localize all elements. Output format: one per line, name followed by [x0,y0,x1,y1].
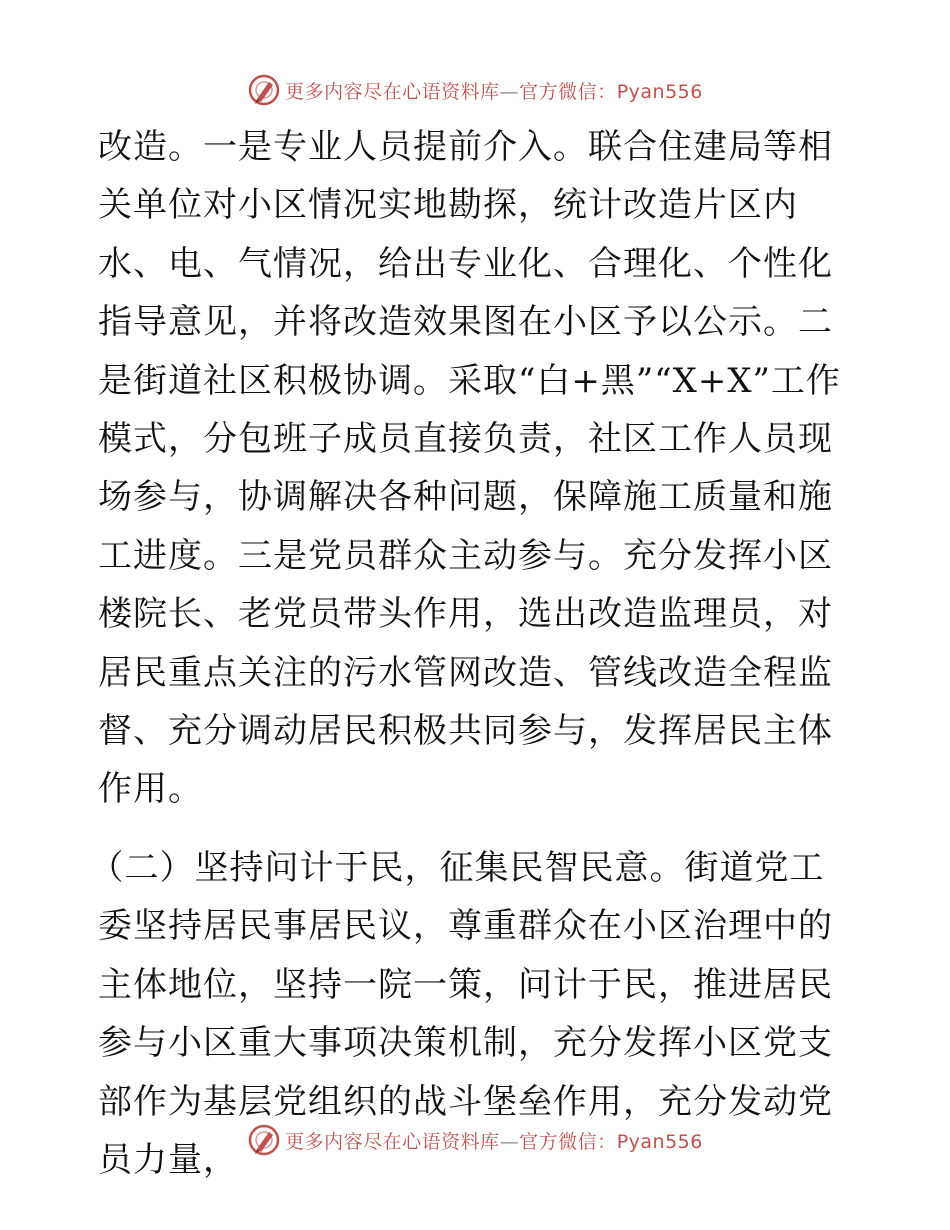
footer-watermark [0,1120,950,1160]
paragraph-renovation-measures: 改造。一是专业人员提前介入。联合住建局等相关单位对小区情况实地勘探，统计改造片区内水、电、气情况，给出专业化、合理化、个性化指导意见，并将改造效果图在小区予以公示。二是街道社区积极协调。采取“白+黑”“X+X”工作模式，分包班子成员直接负责，社区工作人员现场参与，协调解决各种问题，保障施工质量和施工进度。三是党员群众主动参与。充分发挥小区楼院长、老党员带头作用，选出改造监理员，对居民重点关注的污水管网改造、管线改造全程监督、充分调动居民积极共同参与，发挥居民主体作用。 [98,127,841,810]
watermark-contact-id: Pyan556 [616,80,703,103]
watermark-main-text: 更多内容尽在心语资料库 [285,1130,500,1153]
pen-nib-circle-icon [247,1123,281,1157]
watermark-contact-id: Pyan556 [616,1130,703,1153]
header-watermark [0,70,950,110]
watermark-separator: — [499,80,520,103]
watermark-text [285,77,703,104]
watermark-contact-label: 官方微信： [519,80,617,103]
pen-nib-circle-icon [247,73,281,107]
watermark-separator: — [499,1130,520,1153]
watermark-main-text: 更多内容尽在心语资料库 [285,80,500,103]
watermark-text [285,1127,703,1154]
document-body [89,118,858,1189]
paragraph-consult-residents: （二）坚持问计于民，征集民智民意。街道党工委坚持居民事居民议，尊重群众在小区治理中的主体地位，坚持一院一策，问计于民，推进居民参与小区重大事项决策机制，充分发挥小区党支部作为基层党组织的战斗堡垒作用，充分发动党员力量， [89,847,833,1180]
watermark-contact-label: 官方微信： [519,1130,617,1153]
